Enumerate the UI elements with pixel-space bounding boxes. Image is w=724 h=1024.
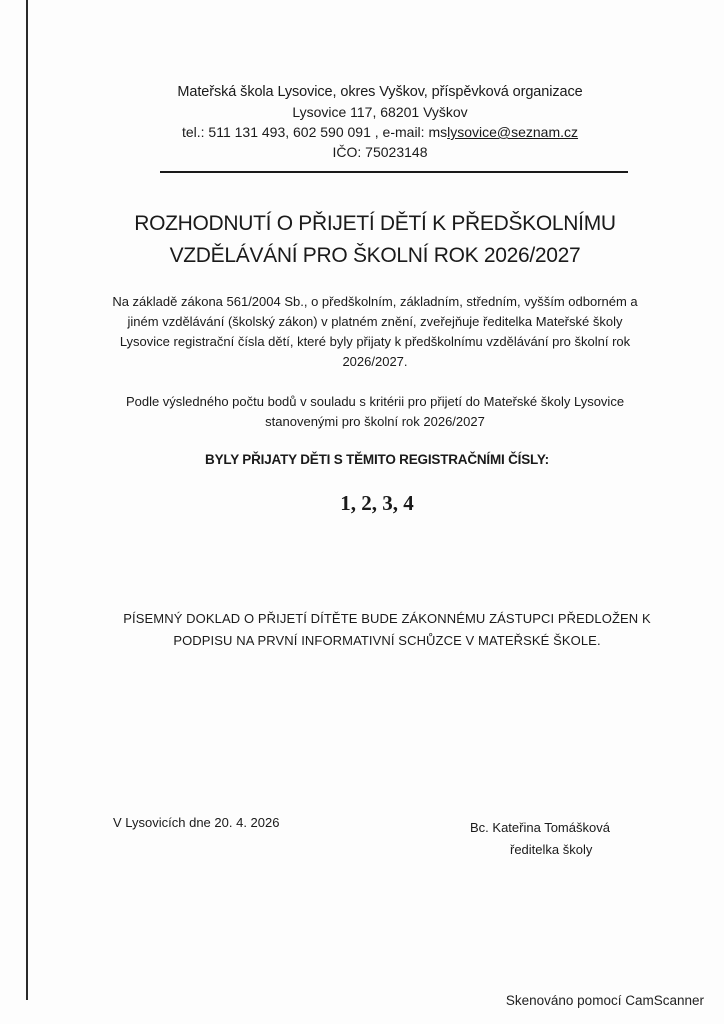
signer-name: Bc. Kateřina Tomášková bbox=[470, 820, 610, 835]
organization-name: Mateřská škola Lysovice, okres Vyškov, příspěvková organizace bbox=[177, 84, 583, 100]
notice-line-2: PODPISU NA PRVNÍ INFORMATIVNÍ SCHŮZCE V MATEŘSKÉ ŠKOLE. bbox=[173, 633, 601, 648]
accepted-heading: BYLY PŘIJATY DĚTI S TĚMITO REGISTRAČNÍMI ČÍSLY: bbox=[205, 452, 549, 467]
signer-role: ředitelka školy bbox=[510, 842, 593, 857]
organization-ico: IČO: 75023148 bbox=[332, 144, 428, 160]
contact-line bbox=[110, 122, 650, 142]
email-link[interactable]: lysovice@seznam.cz bbox=[447, 124, 579, 140]
accepted-registration-numbers: 1, 2, 3, 4 bbox=[340, 491, 414, 515]
scanner-watermark: Skenováno pomocí CamScanner bbox=[505, 993, 704, 1008]
notice-line-1: PÍSEMNÝ DOKLAD O PŘIJETÍ DÍTĚTE BUDE ZÁKONNÉMU ZÁSTUPCI PŘEDLOŽEN K bbox=[123, 611, 651, 626]
organization-address: Lysovice 117, 68201 Vyškov bbox=[292, 104, 468, 120]
letterhead bbox=[110, 82, 650, 162]
body-paragraph-2: Podle výsledného počtu bodů v souladu s kritérii pro přijetí do Mateřské školy Lysovice stanovenými pro školní rok 2026/2027 bbox=[125, 394, 625, 429]
title-line-1: ROZHODNUTÍ O PŘIJETÍ DĚTÍ K PŘEDŠKOLNÍMU bbox=[134, 212, 616, 235]
notice-text bbox=[120, 608, 654, 652]
header-divider bbox=[160, 171, 628, 173]
scan-edge-line bbox=[26, 0, 28, 1000]
document-title bbox=[80, 208, 670, 272]
signature-block bbox=[470, 817, 610, 861]
place-and-date: V Lysovicích dne 20. 4. 2026 bbox=[113, 815, 280, 830]
document-body bbox=[108, 292, 642, 432]
contact-phone-text: tel.: 511 131 493, 602 590 091 , e-mail: ms bbox=[181, 124, 448, 140]
title-line-2: VZDĚLÁVÁNÍ PRO ŠKOLNÍ ROK 2026/2027 bbox=[169, 244, 581, 267]
body-paragraph-1: Na základě zákona 561/2004 Sb., o předškolním, základním, středním, vyšším odborném a jiném vzdělávání (školský zákon) v platném znění, zveřejňuje ředitelka Mateřské školy Lysovice registrační čísla dětí, které byly přijaty k předškolnímu vzdělávání pro školní rok 2026/2027. bbox=[112, 294, 638, 369]
